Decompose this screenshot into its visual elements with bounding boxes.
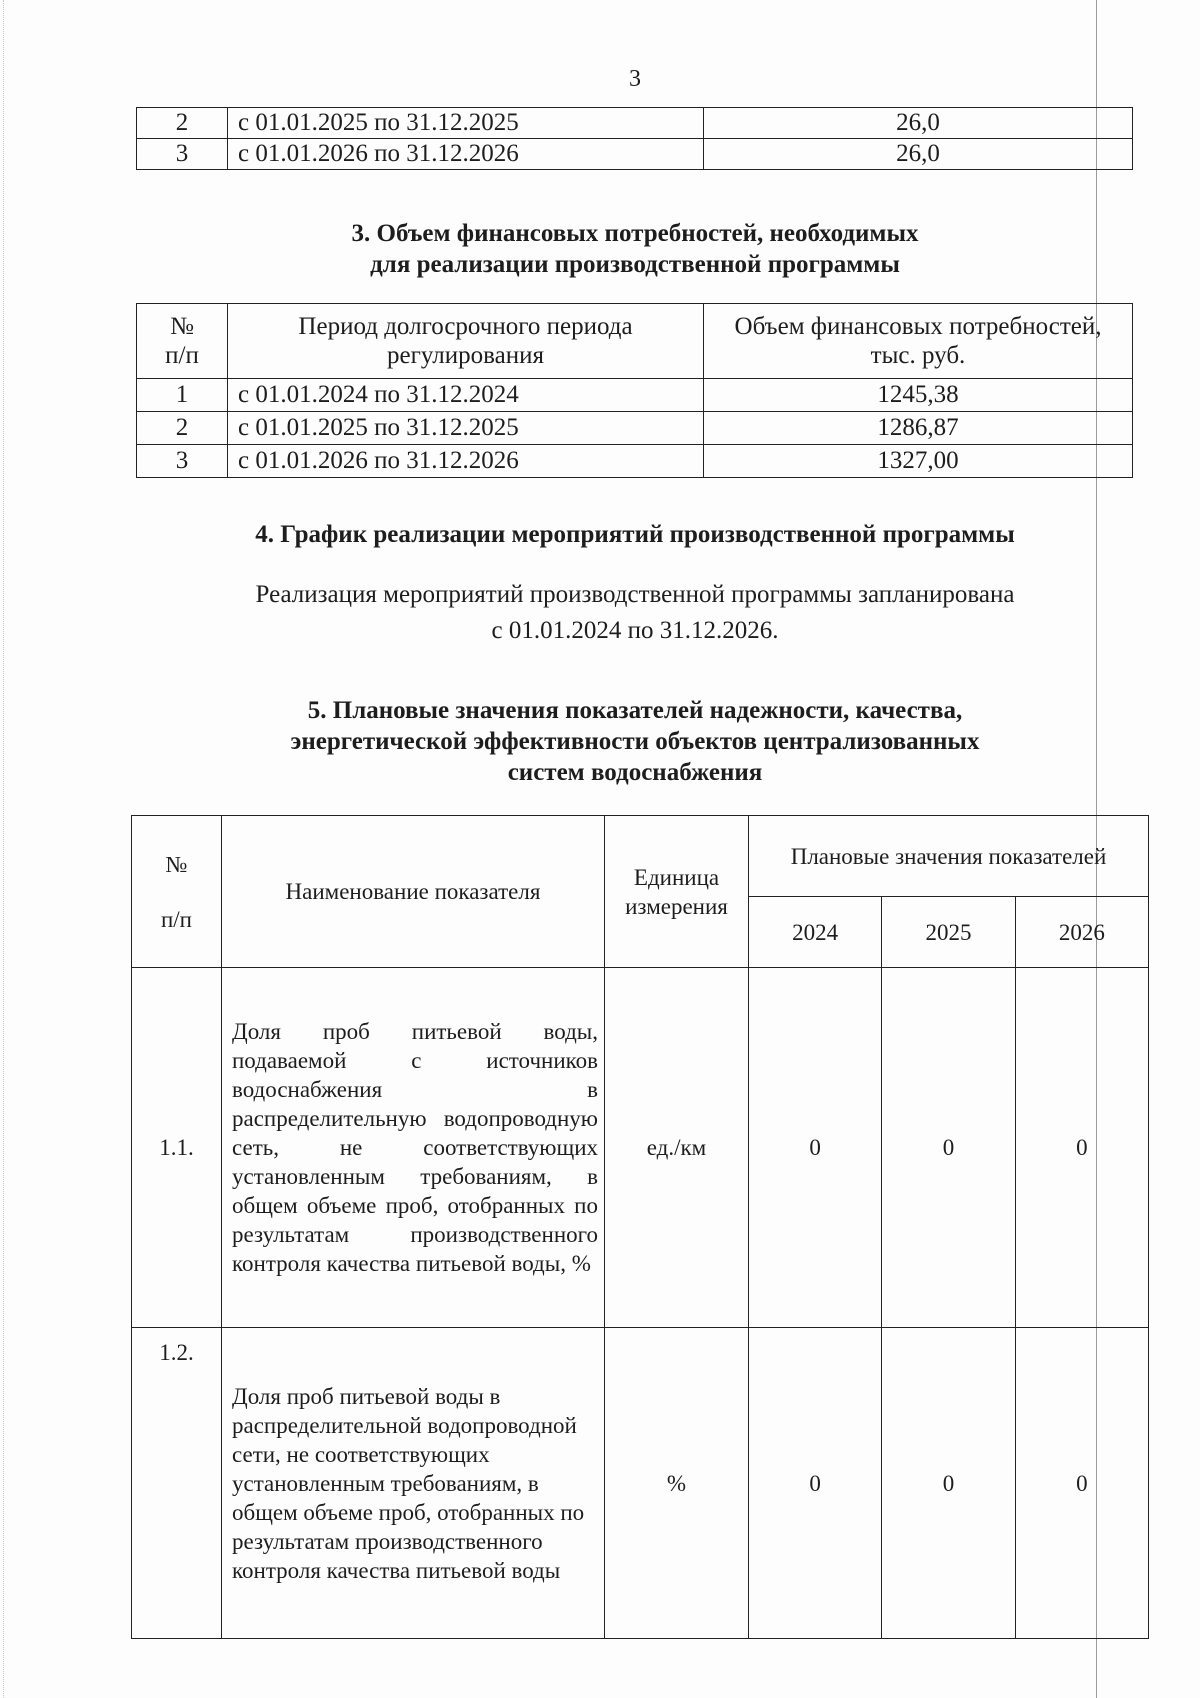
row-value: 1327,00: [704, 445, 1133, 478]
row-unit: ед./км: [605, 968, 749, 1328]
section5-title-line3: систем водоснабжения: [507, 759, 763, 786]
table-header-row: [132, 816, 1149, 897]
section4-title: 4. График реализации мероприятий производственной программы: [255, 521, 1015, 548]
header-unit-line1: Единица: [633, 864, 720, 890]
financial-needs-table: [136, 303, 1133, 478]
table-row: [137, 139, 1133, 170]
row-period: с 01.01.2026 по 31.12.2026: [228, 139, 704, 170]
row-value-2026: 0: [1015, 968, 1148, 1328]
row-period: с 01.01.2025 по 31.12.2025: [228, 108, 704, 139]
header-year: 2024: [749, 897, 882, 968]
header-num-line2: п/п: [165, 342, 199, 369]
row-number: 1.1.: [132, 968, 222, 1328]
table-row: [137, 445, 1133, 478]
header-planned-values: Плановые значения показателей: [749, 816, 1149, 897]
row-number: 1: [137, 379, 228, 412]
header-num-line1: №: [170, 313, 194, 340]
section4-text-line2: с 01.01.2024 по 31.12.2026.: [491, 617, 779, 644]
section4-text-line1: Реализация мероприятий производственной программы запланирована: [255, 581, 1015, 608]
table-header-row: [137, 304, 1133, 379]
header-year: 2025: [882, 897, 1015, 968]
row-indicator-name: Доля проб питьевой воды, подаваемой с источников водоснабжения в распределительную водопроводную сеть, не соответствующих установленным требованиям, в общем объеме проб, отобранных по результатам производственного контроля качества питьевой воды, %: [222, 968, 605, 1328]
section3-title-line1: 3. Объем финансовых потребностей, необходимых: [351, 220, 919, 247]
header-unit: [605, 816, 749, 968]
row-period: с 01.01.2024 по 31.12.2024: [228, 379, 704, 412]
row-number: 3: [137, 139, 228, 170]
table-row: [137, 108, 1133, 139]
row-number: 2: [137, 108, 228, 139]
header-num-line2: п/п: [160, 906, 192, 932]
row-unit: %: [605, 1328, 749, 1639]
row-number: 1.2.: [132, 1328, 222, 1639]
table-row: [137, 412, 1133, 445]
row-value-2026: 0: [1015, 1328, 1148, 1639]
row-indicator-name: Доля проб питьевой воды в распределительной водопроводной сети, не соответствующих установленным требованиям, в общем объеме проб, отобранных по результатам производственного контроля качества питьевой воды: [222, 1328, 605, 1639]
header-num: [132, 816, 222, 968]
row-number: 2: [137, 412, 228, 445]
header-num-line1: №: [165, 851, 188, 877]
header-period: [228, 304, 704, 379]
section5-title-line2: энергетической эффективности объектов централизованных: [290, 728, 980, 755]
header-year: 2026: [1015, 897, 1148, 968]
header-period-line2: регулирования: [387, 342, 544, 369]
row-value-2024: 0: [749, 1328, 882, 1639]
table-row: [137, 379, 1133, 412]
header-unit-line2: измерения: [625, 893, 728, 919]
row-value: 1286,87: [704, 412, 1133, 445]
table-row: [132, 968, 1149, 1328]
header-value-line1: Объем финансовых потребностей,: [734, 313, 1102, 340]
row-value: 1245,38: [704, 379, 1133, 412]
row-value-2025: 0: [882, 968, 1015, 1328]
page-number: 3: [629, 66, 641, 92]
row-value: 26,0: [704, 108, 1133, 139]
header-value-line2: тыс. руб.: [870, 342, 966, 369]
header-period-line1: Период долгосрочного периода: [298, 313, 633, 340]
section3-title-line2: для реализации производственной программы: [370, 251, 900, 278]
tariff-table-continuation: [136, 107, 1133, 170]
row-number: 3: [137, 445, 228, 478]
table-row: [132, 1328, 1149, 1639]
row-value-2025: 0: [882, 1328, 1015, 1639]
indicators-table: [131, 815, 1149, 1639]
header-indicator-name: Наименование показателя: [222, 816, 605, 968]
row-period: с 01.01.2026 по 31.12.2026: [228, 445, 704, 478]
row-value: 26,0: [704, 139, 1133, 170]
section5-title-line1: 5. Плановые значения показателей надежности, качества,: [307, 697, 963, 724]
header-value: [704, 304, 1133, 379]
row-value-2024: 0: [749, 968, 882, 1328]
row-period: с 01.01.2025 по 31.12.2025: [228, 412, 704, 445]
header-num: [137, 304, 228, 379]
